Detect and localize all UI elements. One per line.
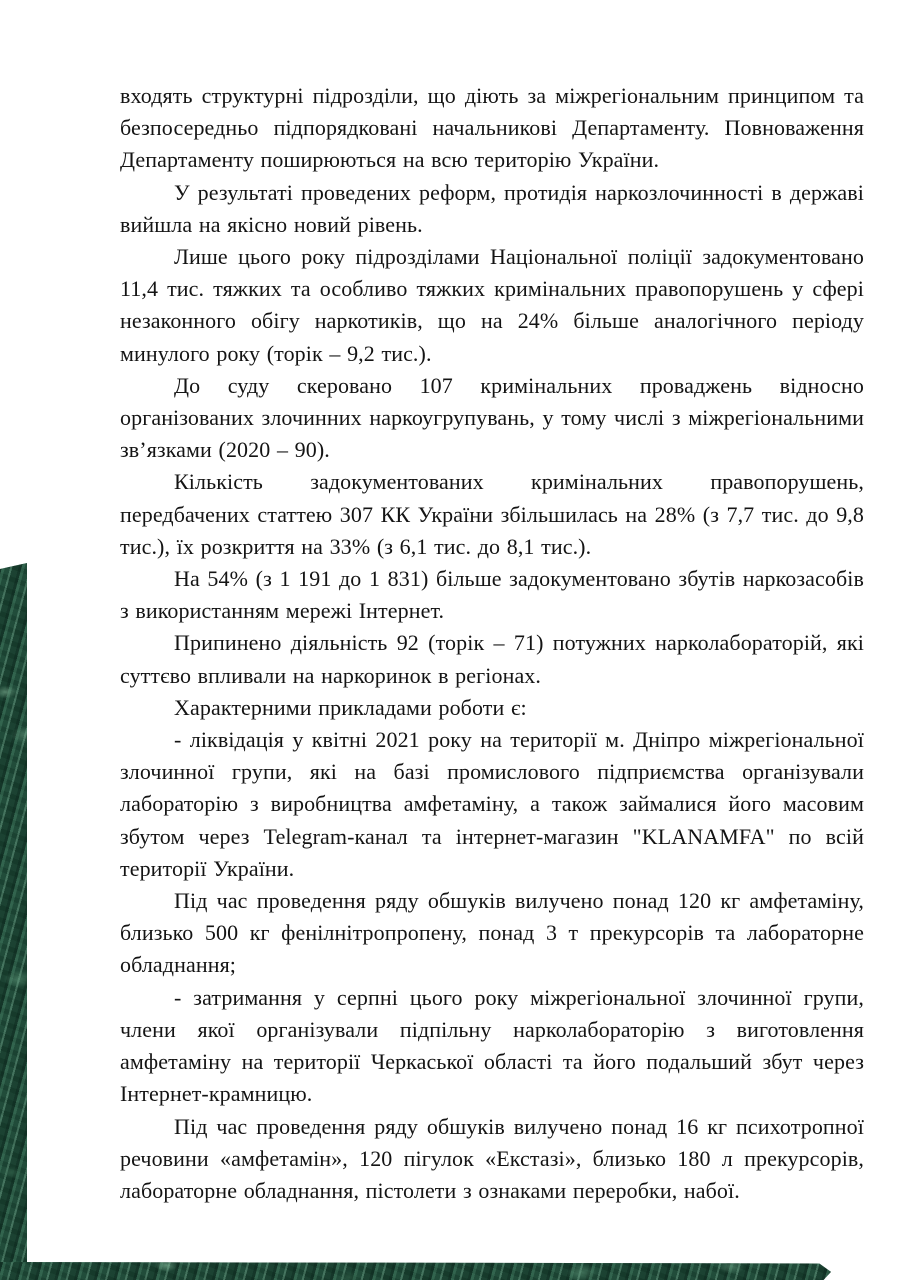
paragraph: Кількість задокументованих кримінальних правопорушень, передбачених статтею 307 КК України збільшилась на 28% (з 7,7 тис. до 9,8 тис.), їх розкриття на 33% (з 6,1 тис. до 8,1 тис.). (120, 469, 864, 559)
green-texture-border-left (0, 563, 27, 1280)
paragraph: Лише цього року підрозділами Національної поліції задокументовано 11,4 тис. тяжких та особливо тяжких кримінальних правопорушень у сфері незаконного обігу наркотиків, що на 24% більше аналогічного періоду минулого року (торік – 9,2 тис.). (120, 244, 864, 366)
paragraph: Характерними прикладами роботи є: (174, 694, 527, 720)
paragraph: - затримання у серпні цього року міжрегіональної злочинної групи, члени якої організували підпільну нарколабораторію з виготовлення амфетаміну на території Черкаської області та його подальший збут через Інтернет-крамницю. (120, 984, 864, 1107)
paragraph: Під час проведення ряду обшуків вилучено понад 120 кг амфетаміну, близько 500 кг фенілнітропропену, понад 3 т прекурсорів та лабораторне обладнання; (120, 888, 864, 978)
document-text (120, 80, 864, 1207)
paragraph: - ліквідація у квітні 2021 року на території м. Дніпро міжрегіональної злочинної групи, які на базі промислового підприємства організували лабораторію з виробництва амфетаміну, а також займалися його масовим збутом через Telegram-канал та інтернет-магазин "KLANAMFA" по всій території України. (120, 727, 864, 881)
paragraph: До суду скеровано 107 кримінальних проваджень відносно організованих злочинних наркоугрупувань, у тому числі з міжрегіональними зв’язками (2020 – 90). (120, 372, 864, 463)
green-texture-border-bottom (0, 1262, 831, 1280)
paragraph: входять структурні підрозділи, що діють за міжрегіональним принципом та безпосередньо підпорядковані начальникові Департаменту. Повноваження Департаменту поширюються на всю територію України. (120, 83, 864, 173)
paragraph: Припинено діяльність 92 (торік – 71) потужних нарколабораторій, які суттєво впливали на наркоринок в регіонах. (120, 630, 864, 688)
paragraph: Під час проведення ряду обшуків вилучено понад 16 кг психотропної речовини «амфетамін», 120 пігулок «Екстазі», близько 180 л прекурсорів, лабораторне обладнання, пістолети з ознаками переробки, набої. (120, 1113, 864, 1203)
paragraph: У результаті проведених реформ, протидія наркозлочинності в державі вийшла на якісно новий рівень. (120, 179, 864, 237)
paragraph: На 54% (з 1 191 до 1 831) більше задокументовано збутів наркозасобів з використанням мережі Інтернет. (120, 566, 864, 624)
